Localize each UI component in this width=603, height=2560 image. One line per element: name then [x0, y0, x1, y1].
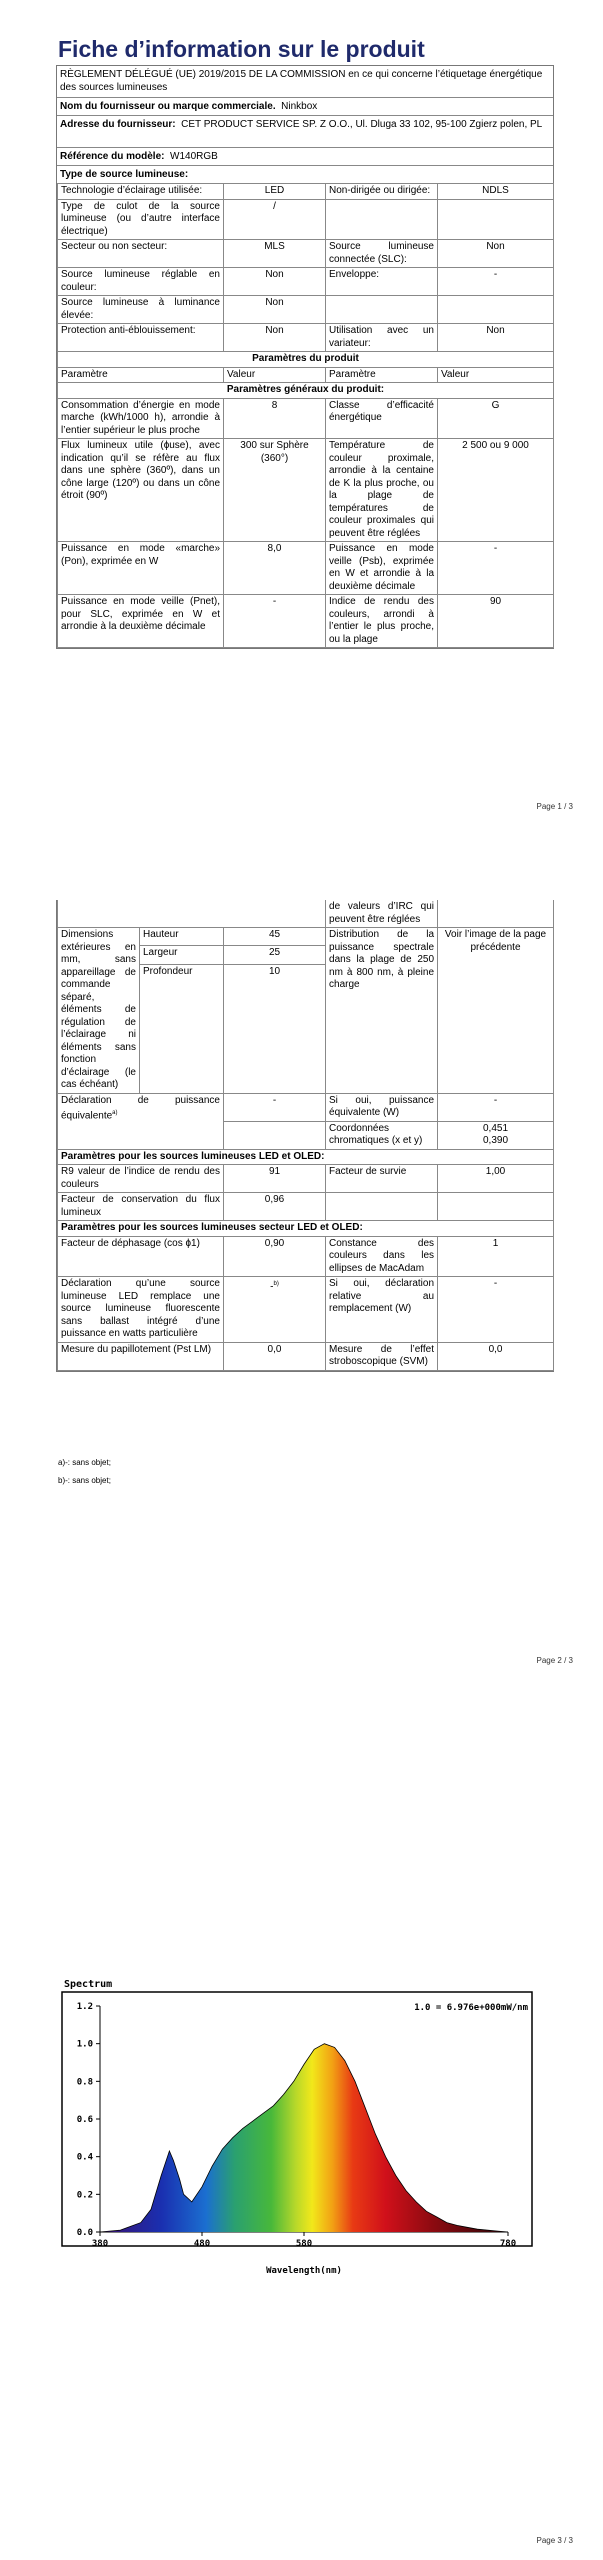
table-row: [58, 439, 554, 542]
table-row: [58, 1277, 554, 1343]
y-tick-label: 0.2: [76, 2190, 93, 2201]
high-luminance-value: Non: [224, 296, 326, 324]
dim-depth-label: Profondeur: [140, 964, 224, 1093]
dim-width-label: Largeur: [140, 946, 224, 964]
energy-label: Consommation d’énergie en mode marche (kWh/1000 h), arrondie à l’entier supérieur le plus proche: [58, 398, 224, 439]
led-heading: Paramètres pour les sources lumineuses LED et OLED:: [58, 1149, 554, 1165]
dimmer-label: Utilisation avec un variateur:: [326, 324, 438, 352]
envelope-value: -: [438, 268, 554, 296]
dim-height-label: Hauteur: [140, 928, 224, 946]
cri-range-continued: de valeurs d’IRC qui peuvent être réglées: [326, 900, 438, 928]
anti-glare-value: Non: [224, 324, 326, 352]
table-row: [58, 542, 554, 595]
stroboscopic-value: 0,0: [438, 1342, 554, 1370]
table-row: [58, 352, 554, 368]
table-row: [58, 199, 554, 240]
cct-label: Température de couleur proximale, arrondie à la centaine de K la plus proche, ou la plage de températures de couleur proximales qui peuvent être réglées: [326, 439, 438, 542]
useful-flux-label: Flux lumineux utile (ɸuse), avec indication qu’il se réfère au flux dans une sphère (360º), dans un cône large (120º) ou dans un cône étroit (90º): [58, 439, 224, 542]
stroboscopic-label: Mesure de l’effet stroboscopique (SVM): [326, 1342, 438, 1370]
table-header-row: [58, 367, 554, 383]
chart-title: Spectrum: [64, 1979, 113, 1990]
empty-cell: [438, 900, 554, 928]
empty-cell: [326, 199, 438, 240]
useful-flux-value: 300 sur Sphère (360°): [224, 439, 326, 542]
dim-depth-value: 10: [224, 964, 326, 1093]
on-power-label: Puissance en mode «marche» (Pon), exprimée en W: [58, 542, 224, 595]
r9-value: 91: [224, 1165, 326, 1193]
spectral-value: Voir l’image de la page précédente: [438, 928, 554, 1094]
supplier-label: Nom du fournisseur ou marque commerciale.: [60, 101, 276, 112]
survival-label: Facteur de survie: [326, 1165, 438, 1193]
equivalent-power-label: Déclaration de puissance équivalente$^{a)}$: [58, 1093, 224, 1149]
replacement-value: -$^{b)}$: [224, 1277, 326, 1343]
directional-value: NDLS: [438, 184, 554, 200]
cap-type-value: /: [224, 199, 326, 240]
cri-value: 90: [438, 595, 554, 648]
technology-value: LED: [224, 184, 326, 200]
table-row: [58, 184, 554, 200]
table-row: [58, 928, 554, 946]
page-number: Page 1 / 3: [536, 802, 573, 811]
empty-cell: [438, 296, 554, 324]
replacement-label: Déclaration qu’une source lumineuse LED remplace une source lumineuse fluorescente sans ballast intégré d’une puissance en watts particulière: [58, 1277, 224, 1343]
x-tick-label: 780: [499, 2239, 517, 2249]
chromaticity-x: 0,451: [483, 1122, 509, 1134]
empty-cell: [58, 900, 326, 928]
page-title: Fiche d’information sur le produit: [58, 36, 425, 62]
scale-note: 1.0 = 6.976e+000mW/nm: [414, 2003, 528, 2013]
macadam-label: Constance des couleurs dans les ellipses de MacAdam: [326, 1236, 438, 1277]
address-label: Adresse du fournisseur:: [60, 119, 176, 130]
y-tick-label: 1.0: [76, 2039, 93, 2050]
colour-tunable-label: Source lumineuse réglable en couleur:: [58, 268, 224, 296]
spectrum-area: [100, 2044, 508, 2232]
high-luminance-label: Source lumineuse à luminance élevée:: [58, 296, 224, 324]
network-standby-label: Puissance en mode veille (Pnet), pour SLC, exprimée en W et arrondie à la deuxième décimale: [58, 595, 224, 648]
cap-type-label: Type de culot de la source lumineuse (ou d’autre interface électrique): [58, 199, 224, 240]
mains-label: Secteur ou non secteur:: [58, 240, 224, 268]
x-tick-label: 480: [193, 2239, 211, 2249]
displacement-factor-label: Facteur de déphasage (cos ɸ1): [58, 1236, 224, 1277]
model-label: Référence du modèle:: [60, 151, 165, 162]
y-tick-label: 0.0: [76, 2228, 93, 2238]
standby-power-label: Puissance en mode veille (Psb), exprimée en W et arrondie à la deuxième décimale: [326, 542, 438, 595]
connected-value: Non: [438, 240, 554, 268]
empty-cell: [438, 1193, 554, 1221]
empty-cell: [224, 1121, 326, 1149]
footnote-a: a)-: sans objet;: [58, 1458, 111, 1467]
table-row: [58, 900, 554, 928]
equivalent-power-value: -: [224, 1093, 326, 1121]
table-row: [58, 398, 554, 439]
col-value: Valeur: [224, 367, 326, 383]
lumen-maintenance-value: 0,96: [224, 1193, 326, 1221]
chromaticity-label: Coordonnées chromatiques (x et y): [326, 1121, 438, 1149]
source-type-table: [57, 183, 554, 648]
dimensions-label: Dimensions extérieures en mm, sans appareillage de commande séparé, éléments de régulation de l’éclairage ni éléments sans fonction d’éclairage (le cas échéant): [58, 928, 140, 1094]
table-row: [58, 296, 554, 324]
y-tick-label: 0.8: [76, 2077, 93, 2088]
empty-cell: [326, 1193, 438, 1221]
table-row: [58, 324, 554, 352]
dimmer-value: Non: [438, 324, 554, 352]
table-row: [58, 1093, 554, 1121]
anti-glare-label: Protection anti-éblouissement:: [58, 324, 224, 352]
mains-value: MLS: [224, 240, 326, 268]
dim-width-value: 25: [224, 946, 326, 964]
table-row: [58, 383, 554, 399]
efficiency-class-label: Classe d’efficacité énergétique: [326, 398, 438, 439]
chromaticity-value: [438, 1121, 554, 1149]
lumen-maintenance-label: Facteur de conservation du flux lumineux: [58, 1193, 224, 1221]
y-tick-label: 0.6: [76, 2115, 93, 2125]
energy-value: 8: [224, 398, 326, 439]
table-row: [58, 1149, 554, 1165]
address-line: [57, 116, 553, 148]
product-info-frame: [56, 65, 554, 649]
empty-cell: [326, 296, 438, 324]
standby-power-value: -: [438, 542, 554, 595]
mains-heading: Paramètres pour les sources lumineuses secteur LED et OLED:: [58, 1221, 554, 1237]
page-3: [0, 1700, 603, 2560]
technology-label: Technologie d’éclairage utilisée:: [58, 184, 224, 200]
table-row: [58, 595, 554, 648]
page-number: Page 2 / 3: [536, 1656, 573, 1665]
r9-label: R9 valeur de l’indice de rendu des couleurs: [58, 1165, 224, 1193]
product-info-frame-continued: [56, 900, 554, 1372]
x-tick-label: 580: [295, 2239, 313, 2249]
envelope-label: Enveloppe:: [326, 268, 438, 296]
col-param: Paramètre: [58, 367, 224, 383]
flicker-label: Mesure du papillotement (Pst LM): [58, 1342, 224, 1370]
page-number: Page 3 / 3: [536, 2536, 573, 2545]
chromaticity-y: 0,390: [483, 1135, 509, 1146]
params-heading: Paramètres du produit: [58, 352, 554, 368]
connected-label: Source lumineuse connectée (SLC):: [326, 240, 438, 268]
regulation-text: RÈGLEMENT DÉLÉGUÉ (UE) 2019/2015 DE LA COMMISSION en ce qui concerne l’étiquetage énergétique des sources lumineuses: [57, 66, 553, 98]
col-value: Valeur: [438, 367, 554, 383]
model-line: [57, 148, 553, 166]
macadam-value: 1: [438, 1236, 554, 1277]
displacement-factor-value: 0,90: [224, 1236, 326, 1277]
dim-height-value: 45: [224, 928, 326, 946]
x-axis-label: Wavelength(nm): [266, 2266, 342, 2276]
y-axis: [77, 2002, 100, 2238]
address-value: CET PRODUCT SERVICE SP. Z O.O., Ul. Dluga 33 102, 95-100 Zgierz polen, PL: [181, 119, 543, 130]
survival-value: 1,00: [438, 1165, 554, 1193]
flicker-value: 0,0: [224, 1342, 326, 1370]
table-row: [58, 1221, 554, 1237]
table-row: [58, 1342, 554, 1370]
source-type-heading: Type de source lumineuse:: [60, 169, 189, 180]
efficiency-class-value: G: [438, 398, 554, 439]
col-param: Paramètre: [326, 367, 438, 383]
replacement-w-label: Si oui, déclaration relative au remplacement (W): [326, 1277, 438, 1343]
cct-value: 2 500 ou 9 000: [438, 439, 554, 542]
table-row: [58, 268, 554, 296]
equivalent-power-w-value: -: [438, 1093, 554, 1121]
cri-label: Indice de rendu des couleurs, arrondi à l’entier le plus proche, ou la plage: [326, 595, 438, 648]
equivalent-power-w-label: Si oui, puissance équivalente (W): [326, 1093, 438, 1121]
model-value: W140RGB: [170, 151, 218, 162]
x-tick-label: 380: [91, 2239, 109, 2249]
colour-tunable-value: Non: [224, 268, 326, 296]
parameters-table-continued: [57, 900, 554, 1371]
replacement-w-value: -: [438, 1277, 554, 1343]
y-tick-label: 1.2: [76, 2002, 93, 2012]
y-tick-label: 0.4: [76, 2152, 93, 2163]
spectral-label: Distribution de la puissance spectrale dans la plage de 250 nm à 800 nm, à pleine charge: [326, 928, 438, 1094]
table-row: [58, 1165, 554, 1193]
network-standby-value: -: [224, 595, 326, 648]
directional-label: Non-dirigée ou dirigée:: [326, 184, 438, 200]
page-2: [0, 880, 603, 1680]
general-heading: Paramètres généraux du produit:: [58, 383, 554, 399]
spectrum-chart: [0, 1970, 603, 2290]
empty-cell: [438, 199, 554, 240]
supplier-value: Ninkbox: [281, 101, 318, 112]
page-1: [0, 0, 603, 820]
table-row: [58, 1193, 554, 1221]
footnote-b: b)-: sans objet;: [58, 1476, 111, 1485]
supplier-line: [57, 98, 553, 116]
table-row: [58, 240, 554, 268]
table-row: [58, 1236, 554, 1277]
on-power-value: 8,0: [224, 542, 326, 595]
